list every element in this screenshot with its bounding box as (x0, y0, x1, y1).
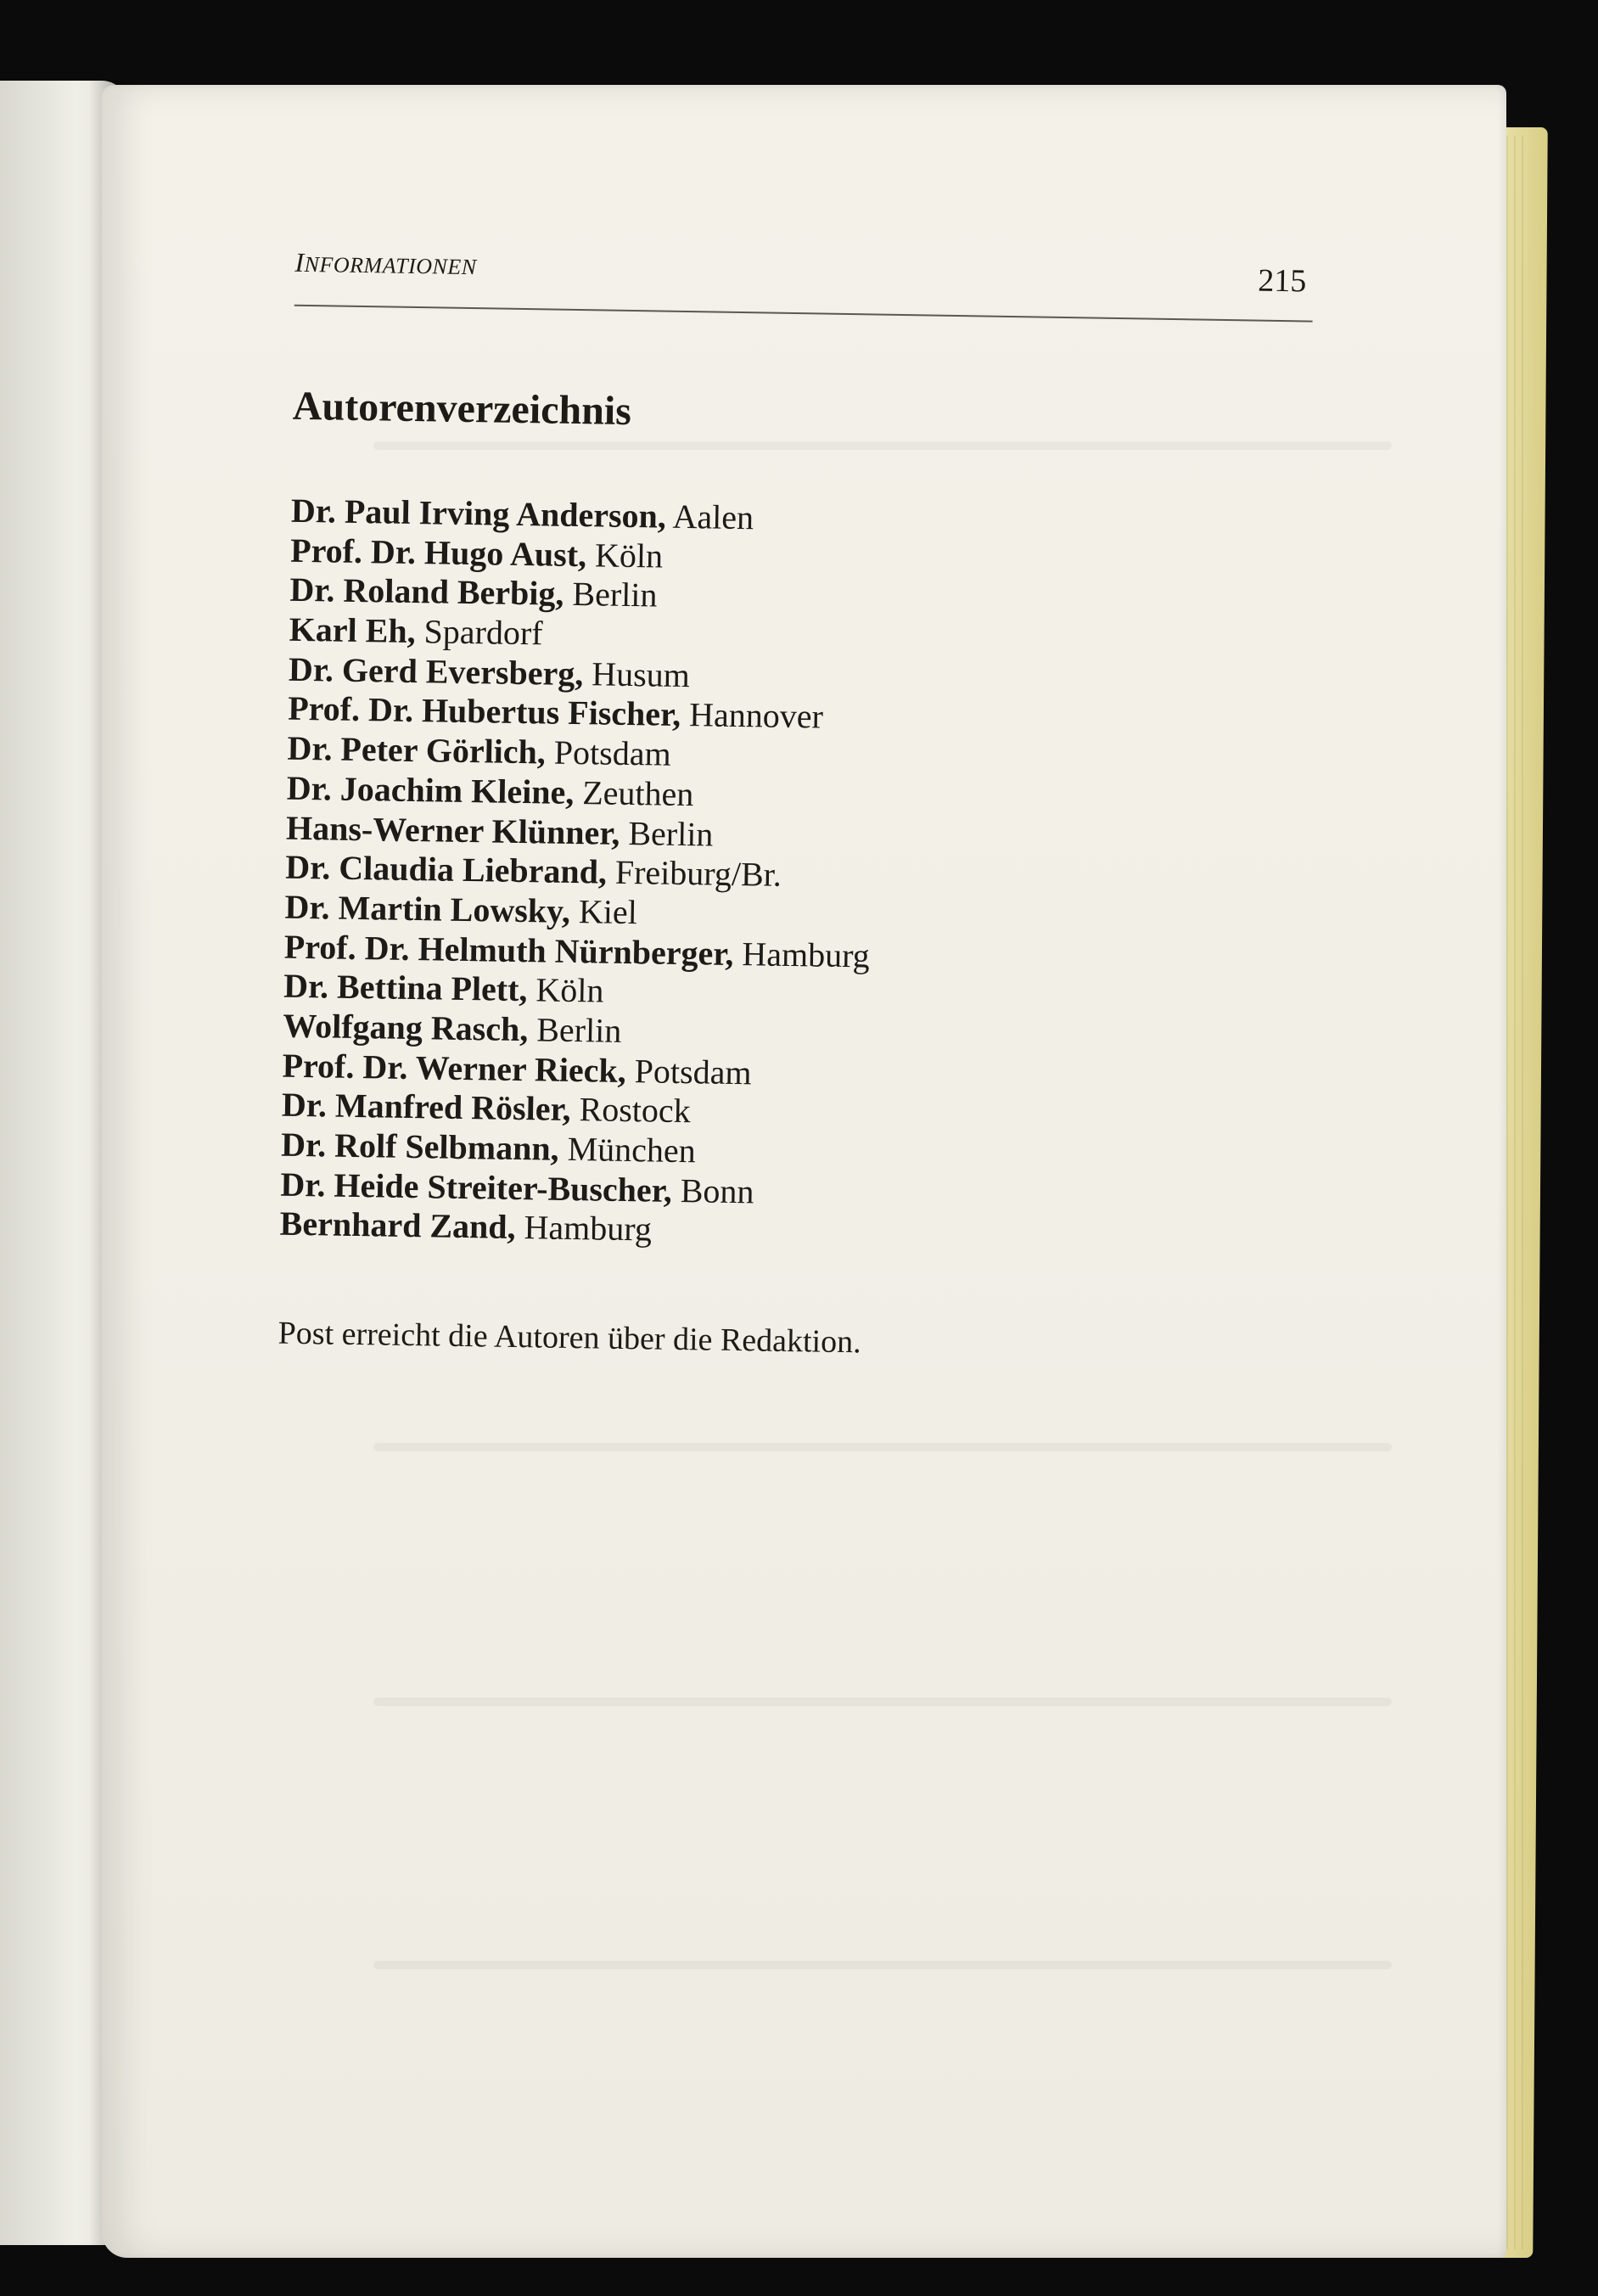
author-city: Aalen (672, 497, 754, 537)
author-city: Hannover (688, 695, 824, 737)
author-name: Dr. Roland Berbig, (289, 570, 564, 614)
author-name: Dr. Heide Streiter-Buscher, (280, 1165, 673, 1210)
running-head (294, 247, 477, 281)
running-head-rest: NFORMATIONEN (304, 251, 477, 280)
author-city: Potsdam (553, 733, 672, 773)
author-name: Hans-Werner Klünner, (285, 808, 620, 852)
show-through-text (373, 441, 1392, 450)
author-name: Dr. Peter Görlich, (287, 728, 547, 772)
author-name: Dr. Martin Lowsky, (284, 887, 571, 930)
author-name: Prof. Dr. Hugo Aust, (289, 530, 587, 574)
author-city: Hamburg (742, 934, 871, 975)
author-city: Hamburg (524, 1208, 653, 1249)
author-city: Zeuthen (581, 772, 694, 814)
author-city: München (567, 1129, 697, 1170)
author-name: Dr. Paul Irving Anderson, (290, 491, 667, 536)
author-name: Dr. Manfred Rösler, (281, 1085, 572, 1129)
author-city: Bonn (680, 1170, 754, 1211)
author-name: Wolfgang Rasch, (283, 1006, 529, 1049)
author-city: Berlin (535, 1010, 622, 1050)
author-name: Prof. Dr. Helmuth Nürnberger, (283, 927, 734, 973)
section-heading: Autorenverzeichnis (292, 383, 632, 434)
author-city: Köln (535, 970, 604, 1010)
author-name: Karl Eh, (289, 609, 417, 651)
author-name: Bernhard Zand, (279, 1204, 516, 1247)
author-city: Spardorf (423, 612, 543, 653)
author-name: Dr. Joachim Kleine, (286, 768, 575, 811)
show-through-text (373, 1443, 1392, 1451)
author-name: Dr. Rolf Selbmann, (280, 1125, 560, 1168)
contact-note: Post erreicht die Autoren über die Redaktion. (278, 1315, 861, 1361)
author-city: Kiel (578, 891, 638, 932)
author-city: Freiburg/Br. (614, 852, 782, 895)
author-city: Köln (594, 536, 664, 575)
running-head-initial: I (294, 246, 305, 278)
author-city: Potsdam (634, 1051, 752, 1092)
author-city: Husum (591, 654, 691, 694)
page-number: 215 (1258, 262, 1307, 300)
author-name: Dr. Gerd Eversberg, (288, 649, 584, 693)
author-name: Prof. Dr. Werner Rieck, (282, 1046, 627, 1090)
author-city: Berlin (572, 575, 658, 615)
author-name: Dr. Claudia Liebrand, (285, 847, 608, 891)
author-city: Berlin (628, 813, 714, 854)
author-name: Dr. Bettina Plett, (283, 966, 528, 1009)
author-name: Prof. Dr. Hubertus Fischer, (287, 689, 681, 734)
author-city: Rostock (579, 1090, 692, 1131)
show-through-text (373, 1698, 1392, 1706)
show-through-text (373, 1961, 1392, 1969)
author-list (279, 491, 877, 1254)
